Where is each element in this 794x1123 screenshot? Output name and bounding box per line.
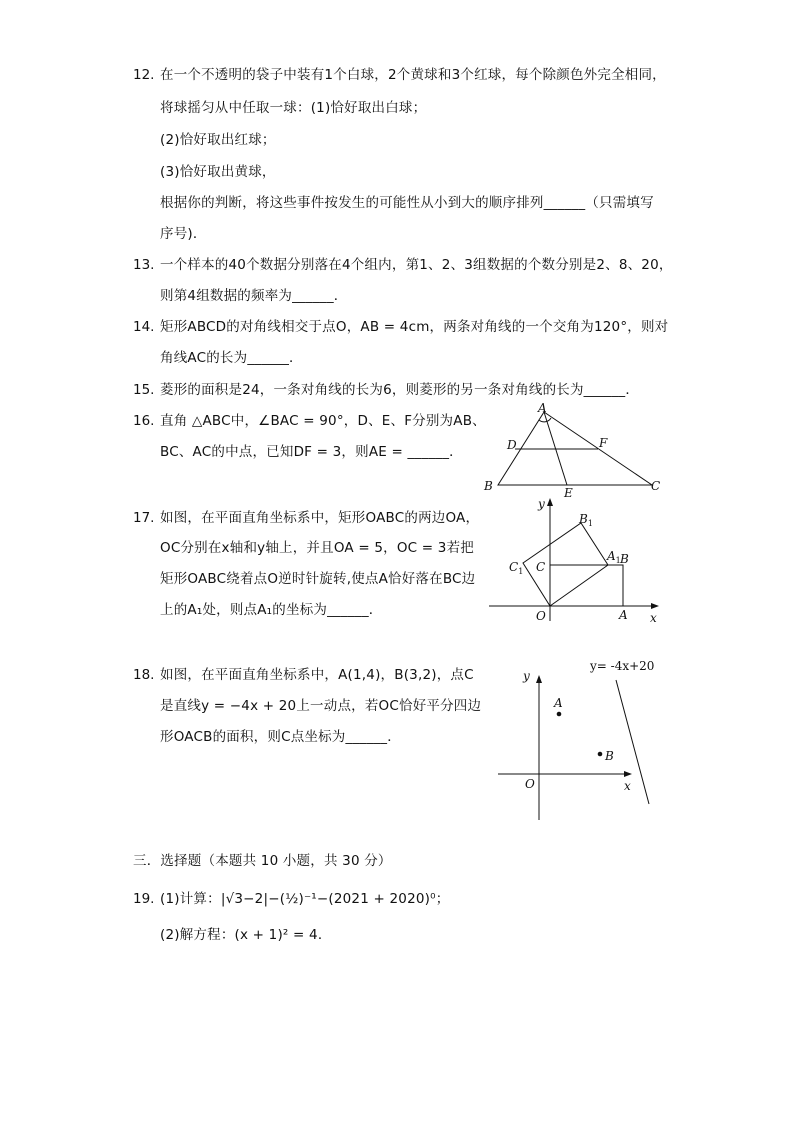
q18-label-A: A xyxy=(554,696,563,710)
q17-label-C1: $C_1$ xyxy=(509,560,524,576)
q18-label-O: O xyxy=(525,777,535,791)
q18-line3: 形OACB的面积，则C点坐标为______． xyxy=(160,729,401,745)
q18-line1: 如图，在平面直角坐标系中，A(1,4)，B(3,2)，点C xyxy=(160,667,474,683)
q18-number: 18. xyxy=(133,667,155,683)
q12-line6: 序号)． xyxy=(160,226,207,242)
q18-label-y: y xyxy=(523,669,530,683)
q18-label-x: x xyxy=(624,779,631,793)
q17-label-A: A xyxy=(619,608,628,622)
q17-label-C: C xyxy=(536,560,546,574)
q18-coordinate-figure xyxy=(490,650,680,825)
q17-line4: 上的A₁处，则点A₁的坐标为______． xyxy=(160,602,383,618)
q16-label-E: E xyxy=(564,486,573,500)
q12-line1: 在一个不透明的袋子中装有1个白球，2个黄球和3个红球，每个除颜色外完全相同， xyxy=(160,67,666,83)
q16-line1: 直角 △ABC中，∠BAC = 90°，D、E、F分别为AB、 xyxy=(160,413,486,429)
section-3-heading: 三．选择题（本题共 10 小题，共 30 分） xyxy=(133,853,392,869)
q17-label-y: y xyxy=(538,497,545,511)
q17-line3: 矩形OABC绕着点O逆时针旋转,使点A恰好落在BC边 xyxy=(160,571,476,587)
q12-line5: 根据你的判断，将这些事件按发生的可能性从小到大的顺序排列______（只需填写 xyxy=(160,195,654,211)
q19-number: 19. xyxy=(133,891,155,907)
q18-label-B: B xyxy=(605,749,614,763)
q14-number: 14. xyxy=(133,319,155,335)
q18-line-label: y= -4x+20 xyxy=(590,659,655,673)
q16-triangle-figure xyxy=(478,398,678,508)
q17-label-x: x xyxy=(650,611,657,625)
q18-line2: 是直线y = −4x + 20上一动点，若OC恰好平分四边 xyxy=(160,698,482,714)
q16-label-B: B xyxy=(484,479,493,493)
q17-rotation-figure xyxy=(483,493,673,628)
q17-label-O: O xyxy=(536,609,546,623)
q16-label-F: F xyxy=(599,436,608,450)
q16-label-A: A xyxy=(538,401,547,415)
q12-line4: (3)恰好取出黄球， xyxy=(160,164,276,180)
q17-line2: OC分别在x轴和y轴上，并且OA = 5，OC = 3若把 xyxy=(160,540,474,556)
q17-label-B1: $B_1$ xyxy=(579,512,593,528)
q15-line1: 菱形的面积是24，一条对角线的长为6，则菱形的另一条对角线的长为______． xyxy=(160,382,640,398)
q13-line2: 则第4组数据的频率为______． xyxy=(160,288,348,304)
q12-line3: (2)恰好取出红球； xyxy=(160,132,276,148)
q14-line2: 角线AC的长为______． xyxy=(160,350,303,366)
q16-label-D: D xyxy=(507,438,517,452)
q16-line2: BC、AC的中点，已知DF = 3，则AE = ______． xyxy=(160,444,463,460)
q17-number: 17. xyxy=(133,510,155,526)
q13-number: 13. xyxy=(133,257,155,273)
q19-line1: (1)计算：|√3−2|−(½)⁻¹−(2021 + 2020)⁰； xyxy=(160,891,450,907)
q16-label-C: C xyxy=(651,479,661,493)
q15-number: 15. xyxy=(133,382,155,398)
q17-label-B: B xyxy=(620,552,629,566)
q17-label-A1: $A_1$ xyxy=(607,549,621,565)
q14-line1: 矩形ABCD的对角线相交于点O，AB = 4cm，两条对角线的一个交角为120°，则对 xyxy=(160,319,669,335)
q17-line1: 如图，在平面直角坐标系中，矩形OABC的两边OA， xyxy=(160,510,480,526)
q12-line2: 将球摇匀从中任取一球：(1)恰好取出白球； xyxy=(160,100,427,116)
q13-line1: 一个样本的40个数据分别落在4个组内，第1、2、3组数据的个数分别是2、8、20， xyxy=(160,257,673,273)
q12-number: 12. xyxy=(133,67,155,83)
q19-line2: (2)解方程：(x + 1)² = 4． xyxy=(160,927,332,943)
q16-number: 16. xyxy=(133,413,155,429)
